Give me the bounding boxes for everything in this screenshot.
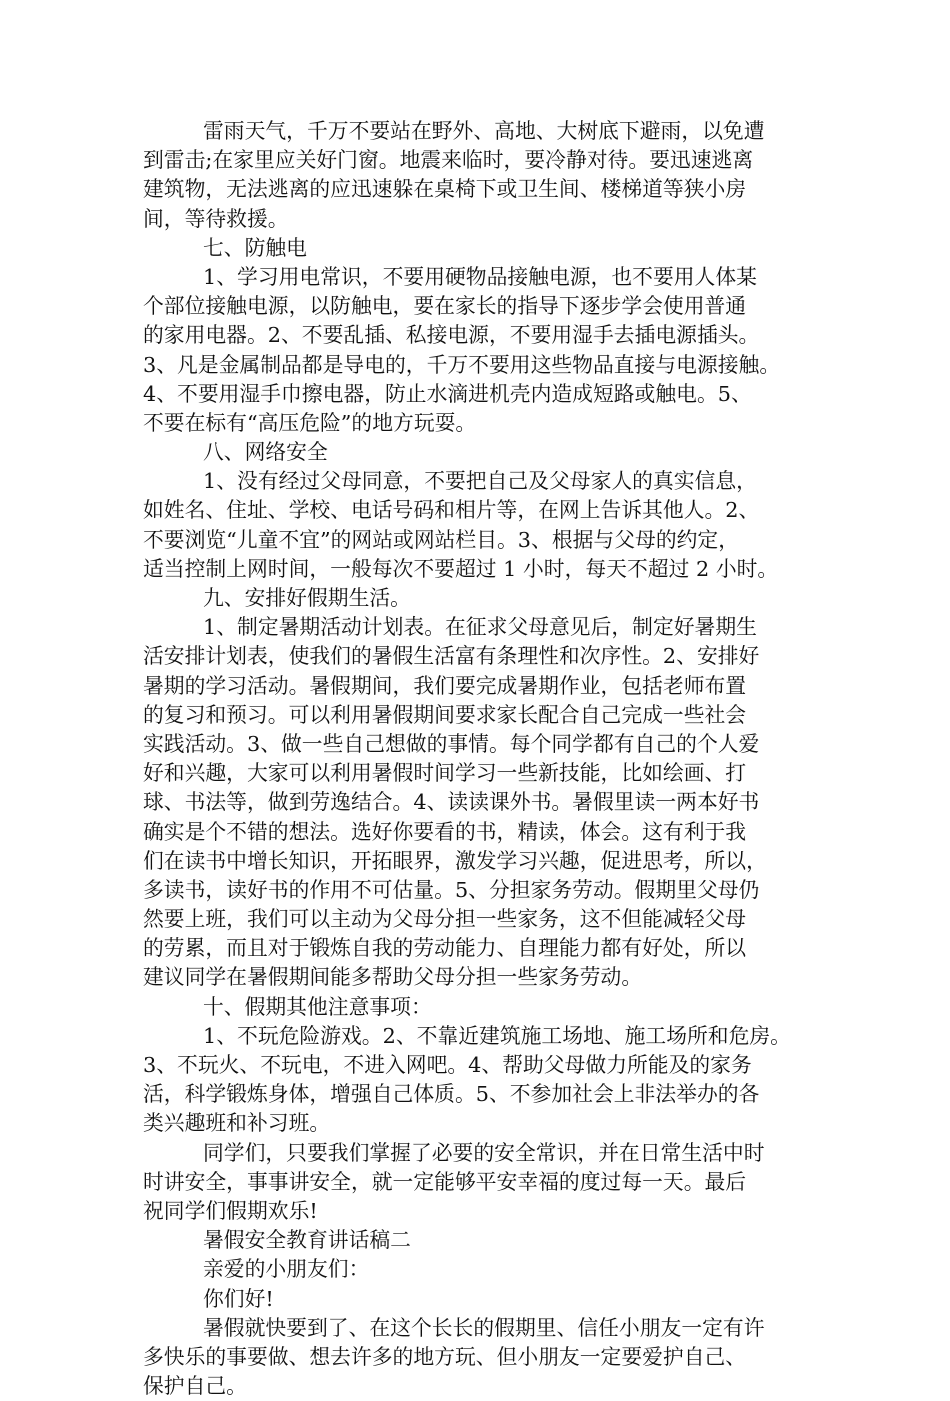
text-line: 保护自己。 — [143, 1374, 247, 1399]
text-line: 亲爱的小朋友们： — [203, 1257, 370, 1282]
text-line: 九、安排好假期生活。 — [203, 586, 411, 610]
text-line: 同学们，只要我们掌握了必要的安全常识，并在日常生活中时 — [203, 1140, 765, 1165]
text-line: 1、没有经过父母同意，不要把自己及父母家人的真实信息， — [203, 469, 757, 494]
text-line: 的家用电器。2、不要乱插、私接电源，不要用湿手去插电源插头。 — [143, 323, 760, 348]
text-line: 八、网络安全 — [203, 440, 328, 465]
text-line: 十、假期其他注意事项： — [203, 994, 432, 1019]
text-line: 然要上班，我们可以主动为父母分担一些家务，这不但能减轻父母 — [143, 907, 747, 932]
text-line: 暑期的学习活动。暑假期间，我们要完成暑期作业，包括老师布置 — [143, 673, 747, 698]
text-line: 多快乐的事要做、想去许多的地方玩、但小朋友一定要爱护自己、 — [143, 1344, 747, 1369]
text-line: 活安排计划表，使我们的暑假生活富有条理性和次序性。2、安排好 — [143, 644, 760, 669]
text-line: 你们好! — [203, 1286, 274, 1311]
text-line: 3、凡是金属制品都是导电的，千万不要用这些物品直接与电源接触。 — [143, 352, 781, 377]
text-line: 1、不玩危险游戏。2、不靠近建筑施工场地、施工场所和危房。 — [203, 1023, 791, 1048]
text-line: 如姓名、住址、学校、电话号码和相片等，在网上告诉其他人。2、 — [143, 498, 760, 523]
text-line: 暑假安全教育讲话稿二 — [203, 1228, 411, 1253]
text-line: 的劳累，而且对于锻炼自我的劳动能力、自理能力都有好处，所以 — [143, 936, 747, 961]
text-line: 祝同学们假期欢乐! — [143, 1198, 318, 1223]
text-line: 多读书，读好书的作用不可估量。5、分担家务劳动。假期里父母仍 — [143, 877, 760, 902]
text-line: 球、书法等，做到劳逸结合。4、读读课外书。暑假里读一两本好书 — [143, 790, 760, 815]
text-line: 建议同学在暑假期间能多帮助父母分担一些家务劳动。 — [143, 965, 643, 990]
text-line: 七、防触电 — [203, 235, 307, 260]
text-line: 适当控制上网时间，一般每次不要超过 1 小时，每天不超过 2 小时。 — [143, 556, 779, 581]
text-line: 到雷击;在家里应关好门窗。地震来临时，要冷静对待。要迅速逃离 — [143, 148, 754, 173]
text-line: 确实是个不错的想法。选好你要看的书，精读，体会。这有利于我 — [143, 819, 747, 844]
text-line: 好和兴趣，大家可以利用暑假时间学习一些新技能，比如绘画、打 — [143, 761, 747, 786]
text-line: 活，科学锻炼身体，增强自己体质。5、不参加社会上非法举办的各 — [143, 1082, 760, 1107]
text-line: 不要在标有“高压危险”的地方玩耍。 — [143, 410, 477, 435]
text-line: 3、不玩火、不玩电，不进入网吧。4、帮助父母做力所能及的家务 — [143, 1053, 752, 1077]
text-line: 的复习和预习。可以利用暑假期间要求家长配合自己完成一些社会 — [143, 702, 747, 727]
text-line: 类兴趣班和补习班。 — [143, 1111, 331, 1136]
document-page — [143, 117, 823, 1401]
text-line: 1、制定暑期活动计划表。在征求父母意见后，制定好暑期生 — [203, 615, 757, 640]
text-line: 暑假就快要到了、在这个长长的假期里、信任小朋友一定有许 — [203, 1315, 765, 1340]
text-line: 雷雨天气，千万不要站在野外、高地、大树底下避雨，以免遭 — [203, 119, 765, 143]
text-line: 间，等待救援。 — [143, 206, 289, 231]
text-line: 4、不要用湿手巾擦电器，防止水滴进机壳内造成短路或触电。5、 — [143, 381, 752, 406]
text-line: 个部位接触电源，以防触电，要在家长的指导下逐步学会使用普通 — [143, 294, 747, 319]
text-line: 不要浏览“儿童不宜”的网站或网站栏目。3、根据与父母的约定， — [143, 527, 740, 552]
text-line: 实践活动。3、做一些自己想做的事情。每个同学都有自己的个人爱 — [143, 731, 760, 756]
text-line: 们在读书中增长知识，开拓眼界，激发学习兴趣，促进思考，所以， — [143, 848, 767, 873]
text-line: 时讲安全，事事讲安全，就一定能够平安幸福的度过每一天。最后 — [143, 1169, 747, 1194]
text-line: 1、学习用电常识，不要用硬物品接触电源，也不要用人体某 — [203, 264, 757, 289]
text-line: 建筑物，无法逃离的应迅速躲在桌椅下或卫生间、楼梯道等狭小房 — [143, 177, 747, 202]
